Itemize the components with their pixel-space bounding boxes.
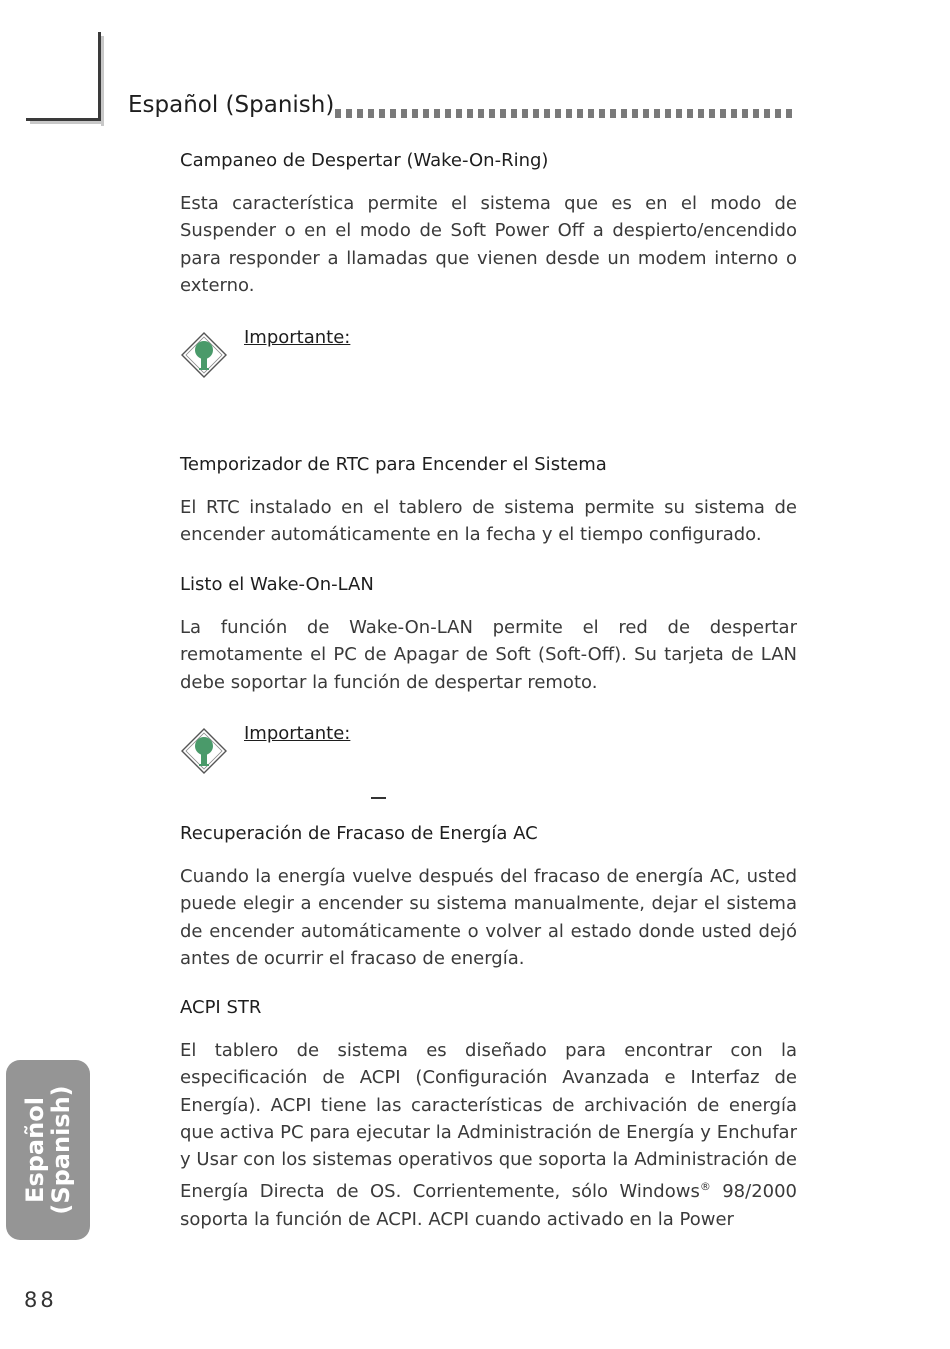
language-side-tab <box>6 1060 90 1240</box>
lightbulb-note-icon <box>180 727 228 775</box>
section-heading: Listo el Wake-On-LAN <box>180 574 374 595</box>
section-heading: ACPI STR <box>180 997 262 1018</box>
note-label: Importante: <box>244 723 351 744</box>
section-heading: Campaneo de Despertar (Wake-On-Ring) <box>180 150 549 171</box>
section-wake-on-ring <box>180 150 797 299</box>
header-dotted-rule <box>335 109 797 118</box>
corner-mark-shadow-horizontal <box>30 121 104 124</box>
side-tab-label <box>22 1085 74 1214</box>
section-body <box>180 1037 797 1233</box>
body-text: 98/2000 soporta la función de ACPI. ACPI cuando activado en la Power <box>180 1181 798 1230</box>
section-body: Cuando la energía vuelve después del fracaso de energía AC, usted puede elegir a encender su sistema manualmente, dejar el sistema de encender automáticamente o volver al estado donde usted dejó antes de ocurrir el fracaso de energía. <box>180 866 797 969</box>
lightbulb-note-icon <box>180 331 228 379</box>
section-ac-recovery <box>180 823 797 972</box>
section-acpi-str <box>180 997 797 1233</box>
section-body: Esta característica permite el sistema que es en el modo de Suspender o en el modo de Soft Power Off a despierto/encendido para responder a llamadas que vienen desde un modem interno o externo. <box>180 193 797 296</box>
side-tab-line: (Spanish) <box>47 1085 75 1215</box>
corner-mark-shadow-vertical <box>101 36 104 126</box>
section-heading: Temporizador de RTC para Encender el Sistema <box>180 454 607 475</box>
body-text: El tablero de sistema es diseñado para encontrar con la especificación de ACPI (Configuración Avanzada e Interfaz de Energía). ACPI tiene las características de archivación de energía que activa PC para ejecutar la Administración de Energía y Enchufar y Usar con los sistemas operativos que soporta la Administración de Energía Directa de OS. Corrientemente, sólo Windows <box>180 1040 797 1203</box>
page-number: 88 <box>24 1288 57 1312</box>
registered-mark: ® <box>699 1180 711 1194</box>
page-header-title: Español (Spanish) <box>128 92 335 118</box>
side-tab-line: Español <box>21 1097 49 1203</box>
corner-mark-vertical <box>98 32 101 120</box>
section-body: El RTC instalado en el tablero de sistema permite su sistema de encender automáticamente en la fecha y el tiempo configurado. <box>180 497 797 546</box>
dash-mark <box>371 797 386 799</box>
note-label: Importante: <box>244 327 351 348</box>
section-heading: Recuperación de Fracaso de Energía AC <box>180 823 538 844</box>
section-body: La función de Wake-On-LAN permite el red de despertar remotamente el PC de Apagar de Soft (Soft-Off). Su tarjeta de LAN debe soportar la función de despertar remoto. <box>180 617 797 693</box>
section-wake-on-lan <box>180 574 797 696</box>
section-rtc <box>180 454 797 549</box>
corner-mark-horizontal <box>26 118 101 121</box>
